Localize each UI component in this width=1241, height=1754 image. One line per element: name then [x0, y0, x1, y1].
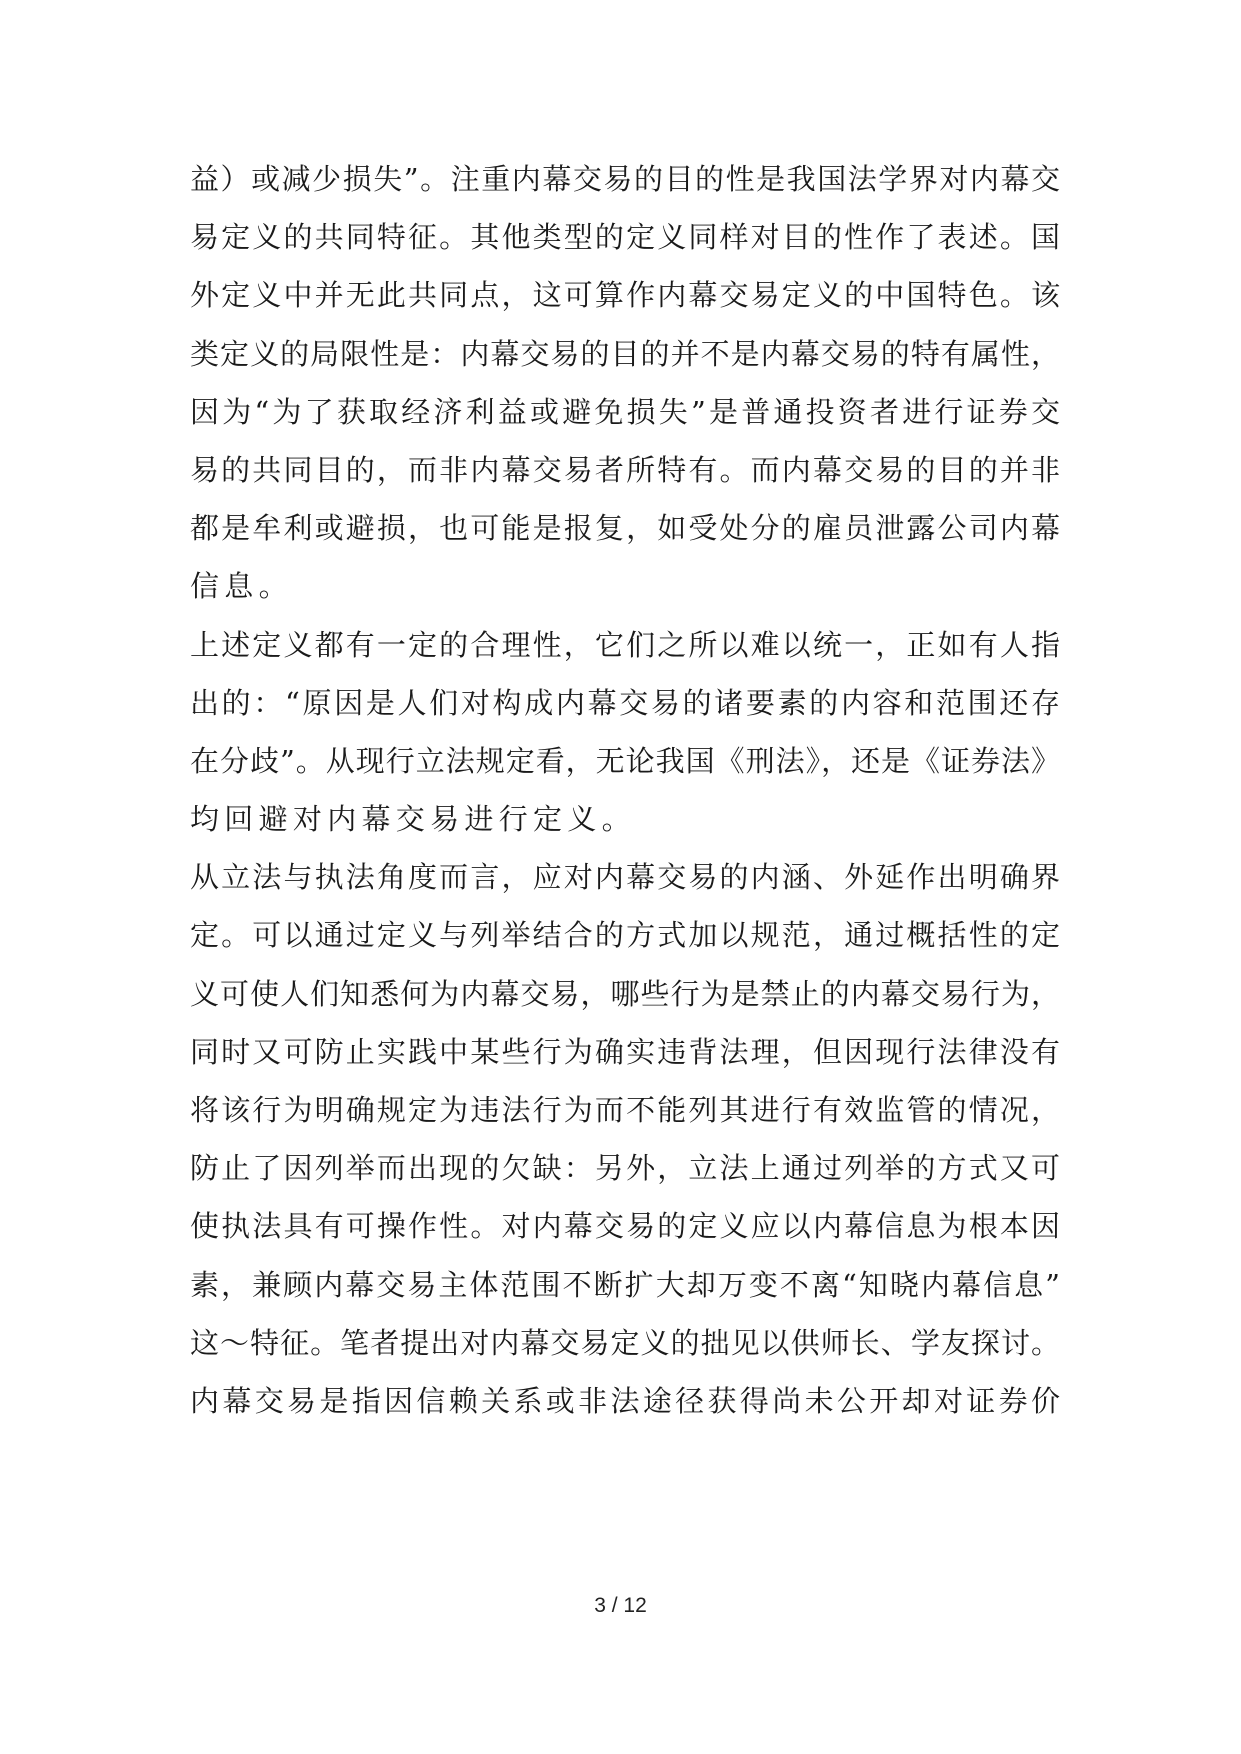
text-line: 同时又可防止实践中某些行为确实违背法理，但因现行法律没有 [190, 1034, 1060, 1069]
text-line: 内幕交易是指因信赖关系或非法途径获得尚未公开却对证券价 [190, 1383, 1060, 1418]
text-line: 上述定义都有一定的合理性，它们之所以难以统一，正如有人指 [190, 627, 1060, 662]
text-line: 易的共同目的，而非内幕交易者所特有。而内幕交易的目的并非 [190, 452, 1060, 487]
text-line: 益）或减少损失”。注重内幕交易的目的性是我国法学界对内幕交 [190, 162, 1060, 196]
text-line: 外定义中并无此共同点，这可算作内幕交易定义的中国特色。该 [190, 278, 1060, 313]
text-line: 将该行为明确规定为违法行为而不能列其进行有效监管的情况， [190, 1093, 1060, 1127]
text-line: 使执法具有可操作性。对内幕交易的定义应以内幕信息为根本因 [190, 1209, 1060, 1244]
text-line: 义可使人们知悉何为内幕交易，哪些行为是禁止的内幕交易行为， [190, 976, 1060, 1011]
text-line: 定。可以通过定义与列举结合的方式加以规范，通过概括性的定 [190, 918, 1060, 953]
text-line: 均回避对内幕交易进行定义。 [190, 802, 636, 837]
text-line: 在分歧”。从现行立法规定看，无论我国《刑法》，还是《证券法》 [190, 743, 1060, 778]
text-line: 因为“为了获取经济利益或避免损失”是普通投资者进行证券交 [190, 394, 1060, 429]
text-line: 都是牟利或避损，也可能是报复，如受处分的雇员泄露公司内幕 [190, 511, 1060, 546]
text-line: 素，兼顾内幕交易主体范围不断扩大却万变不离“知晓内幕信息” [190, 1267, 1060, 1302]
text-line: 防止了因列举而出现的欠缺：另外，立法上通过列举的方式又可 [190, 1151, 1060, 1186]
text-line: 类定义的局限性是：内幕交易的目的并不是内幕交易的特有属性， [190, 336, 1060, 371]
page-number: 3 / 12 [594, 1594, 647, 1617]
text-line: 信息。 [190, 569, 293, 604]
text-line: 出的：“原因是人们对构成内幕交易的诸要素的内容和范围还存 [190, 685, 1060, 720]
text-line: 从立法与执法角度而言，应对内幕交易的内涵、外延作出明确界 [190, 860, 1060, 895]
text-line: 易定义的共同特征。其他类型的定义同样对目的性作了表述。国 [190, 220, 1060, 255]
body-text [190, 150, 1060, 1430]
text-line: 这～特征。笔者提出对内幕交易定义的拙见以供师长、学友探讨。 [190, 1325, 1060, 1360]
